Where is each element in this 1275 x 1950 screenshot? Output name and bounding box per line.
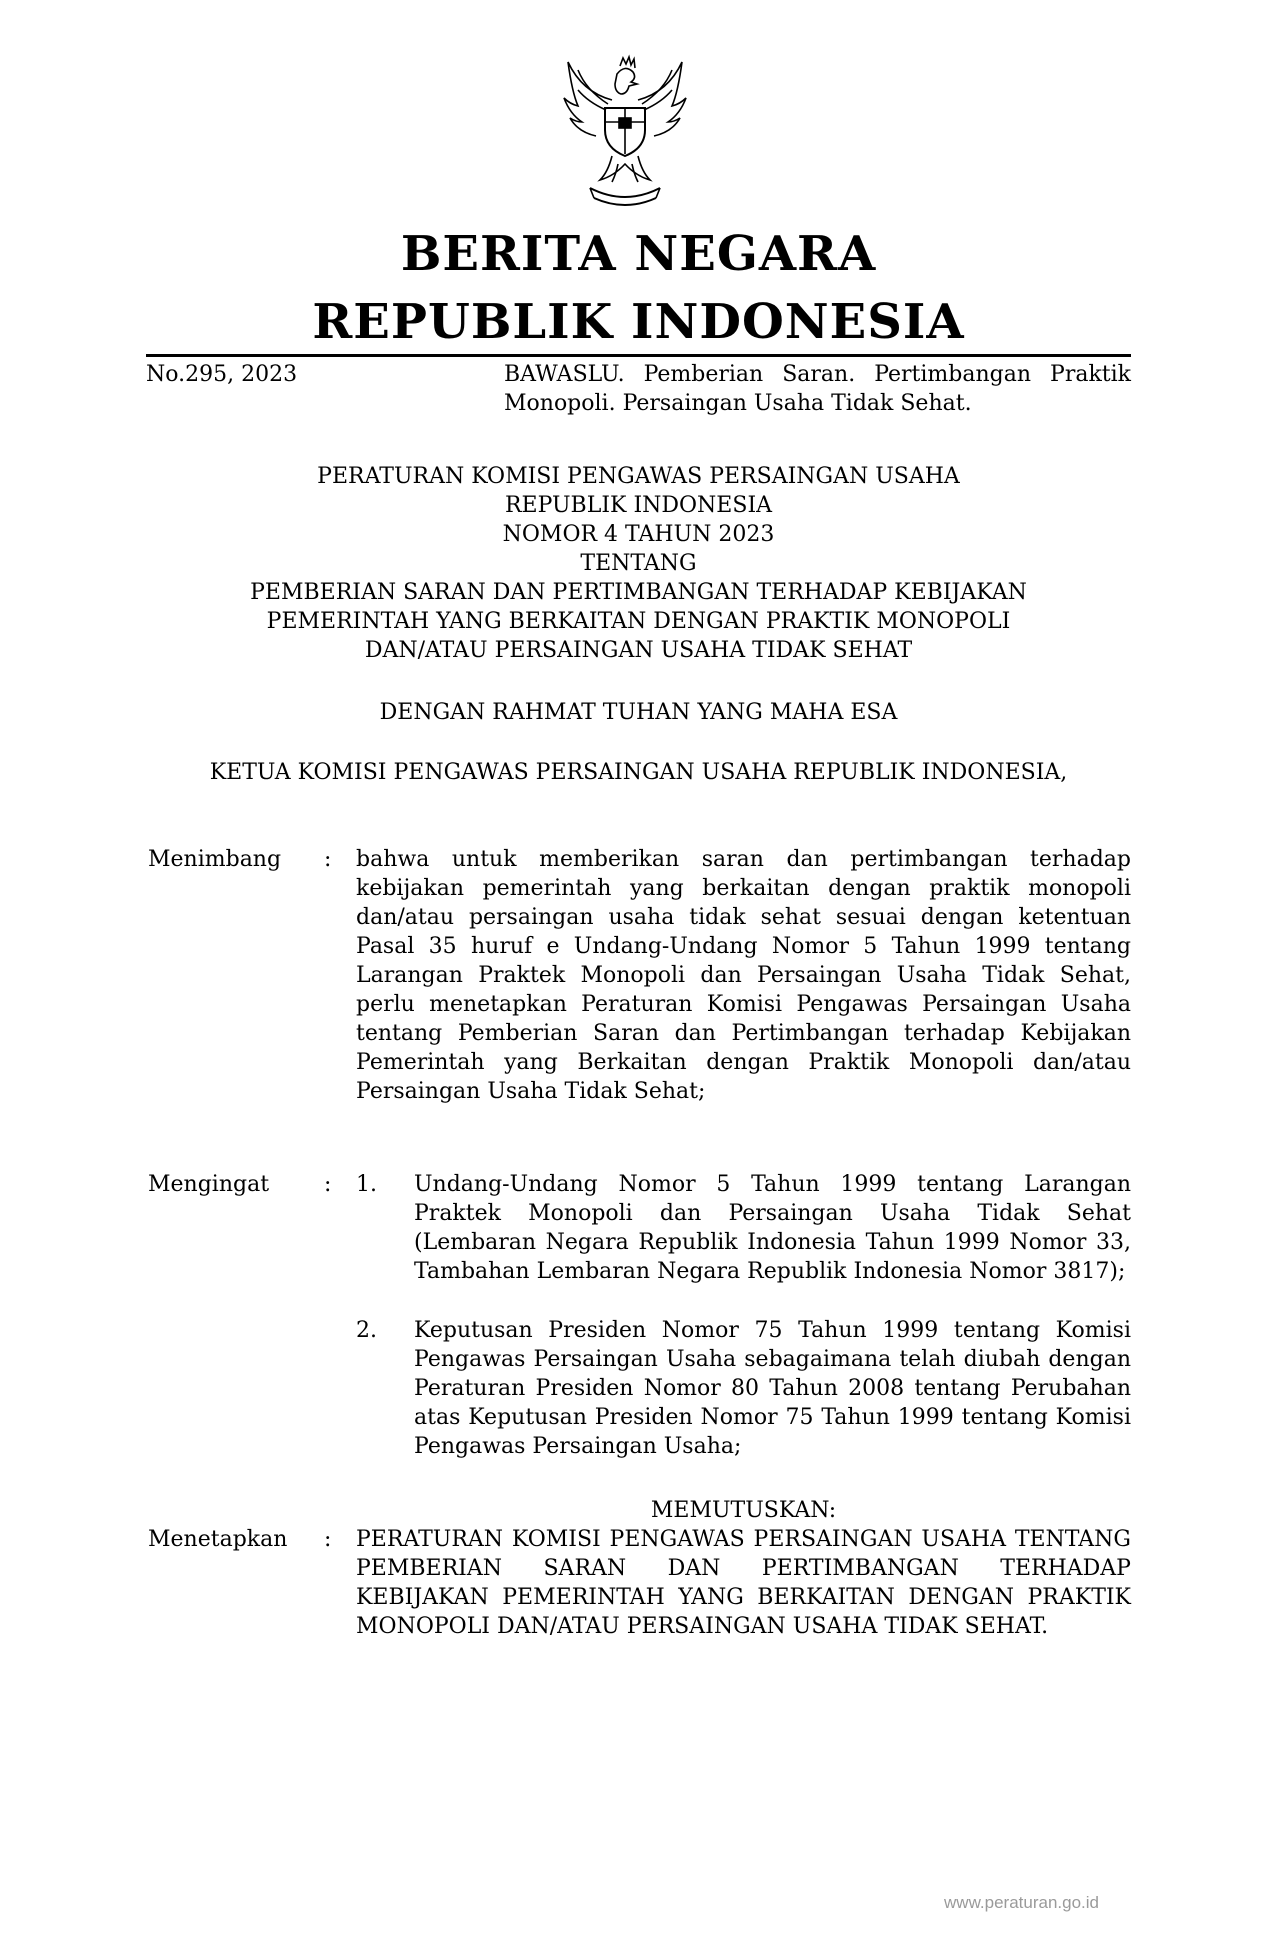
- item-number: 2.: [356, 1318, 377, 1343]
- masthead-title: BERITA NEGARA: [400, 226, 877, 282]
- item-number: 1.: [356, 1172, 377, 1197]
- masthead-subtitle: REPUBLIK INDONESIA: [312, 294, 965, 350]
- menetapkan-colon: :: [324, 1527, 332, 1552]
- item-text: Keputusan Presiden Nomor 75 Tahun 1999 tentang Komisi Pengawas Persaingan Usaha sebagaimana telah diubah dengan Peraturan Presiden Nomor 80 Tahun 2008 tentang Perubahan atas Keputusan Presiden Nomor 75 Tahun 1999 tentang Komisi Pengawas Persaingan Usaha;: [414, 1318, 1131, 1459]
- title-line: NOMOR 4 TAHUN 2023: [502, 522, 775, 547]
- mengingat-colon: :: [324, 1172, 332, 1197]
- menetapkan-text: PERATURAN KOMISI PENGAWAS PERSAINGAN USAHA TENTANG PEMBERIAN SARAN DAN PERTIMBANGAN TERHADAP KEBIJAKAN PEMERINTAH YANG BERKAITAN DENGAN PRAKTIK MONOPOLI DAN/ATAU PERSAINGAN USAHA TIDAK SEHAT.: [356, 1527, 1131, 1639]
- gazette-number: No.295, 2023: [146, 362, 298, 387]
- title-line: TENTANG: [580, 551, 697, 576]
- gazette-subject: BAWASLU. Pemberian Saran. Pertimbangan Praktik Monopoli. Persaingan Usaha Tidak Sehat.: [504, 362, 1131, 416]
- title-line: PEMBERIAN SARAN DAN PERTIMBANGAN TERHADAP KEBIJAKAN: [250, 580, 1027, 605]
- garuda-emblem-icon: [550, 52, 700, 217]
- regulation-title: [146, 462, 1131, 665]
- masthead-rule: [146, 354, 1131, 357]
- item-text: Undang-Undang Nomor 5 Tahun 1999 tentang Larangan Praktek Monopoli dan Persaingan Usaha Tidak Sehat (Lembaran Negara Republik Indonesia Tahun 1999 Nomor 33, Tambahan Lembaran Negara Republik Indonesia Nomor 3817);: [414, 1172, 1131, 1284]
- menimbang-colon: :: [324, 847, 332, 872]
- mengingat-label: Mengingat: [148, 1172, 270, 1197]
- footer-url[interactable]: www.peraturan.go.id: [944, 1893, 1099, 1912]
- title-line: REPUBLIK INDONESIA: [504, 493, 773, 518]
- issuer: KETUA KOMISI PENGAWAS PERSAINGAN USAHA REPUBLIK INDONESIA,: [209, 760, 1068, 785]
- menimbang-text: bahwa untuk memberikan saran dan pertimbangan terhadap kebijakan pemerintah yang berkaitan dengan praktik monopoli dan/atau persaingan usaha tidak sehat sesuai dengan ketentuan Pasal 35 huruf e Undang-Undang Nomor 5 Tahun 1999 tentang Larangan Praktek Monopoli dan Persaingan Usaha Tidak Sehat, perlu menetapkan Peraturan Komisi Pengawas Persaingan Usaha tentang Pemberian Saran dan Pertimbangan terhadap Kebijakan Pemerintah yang Berkaitan dengan Praktik Monopoli dan/atau Persaingan Usaha Tidak Sehat;: [356, 847, 1131, 1104]
- menetapkan-label: Menetapkan: [148, 1527, 288, 1552]
- memutuskan-heading: MEMUTUSKAN:: [650, 1498, 837, 1523]
- title-line: PEMERINTAH YANG BERKAITAN DENGAN PRAKTIK MONOPOLI: [266, 609, 1011, 634]
- menimbang-label: Menimbang: [148, 847, 282, 872]
- title-line: PERATURAN KOMISI PENGAWAS PERSAINGAN USAHA: [317, 464, 960, 489]
- invocation: DENGAN RAHMAT TUHAN YANG MAHA ESA: [379, 700, 898, 725]
- title-line: DAN/ATAU PERSAINGAN USAHA TIDAK SEHAT: [364, 638, 913, 663]
